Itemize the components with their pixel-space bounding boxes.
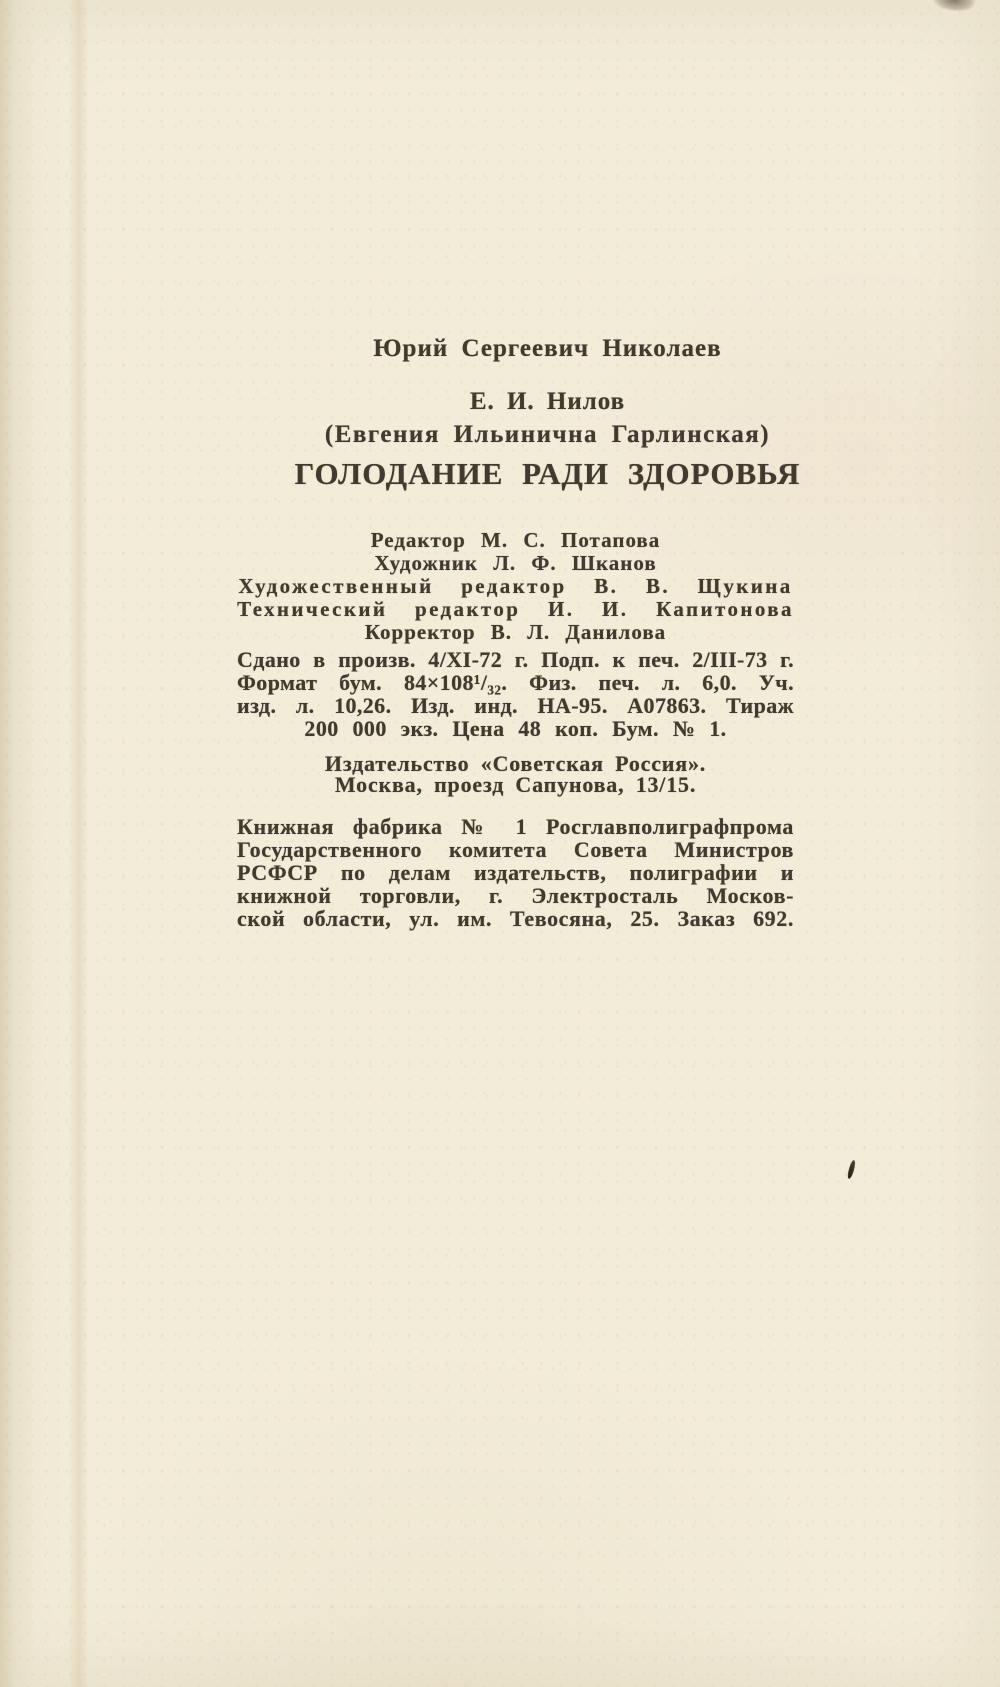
credit-line-art-editor: Художественный редактор В. В. Щукина xyxy=(238,574,793,598)
pen-mark xyxy=(846,1160,856,1180)
printer-block xyxy=(237,815,794,930)
book-title: ГОЛОДАНИЕ РАДИ ЗДОРОВЬЯ xyxy=(294,456,801,491)
imprint-line-price: 200 000 экз. Цена 48 коп. Бум. № 1. xyxy=(304,716,727,741)
printer-line-2: Государственного комитета Совета Министров xyxy=(237,837,794,862)
imprint-line-dates: Сдано в произв. 4/XI-72 г. Подп. к печ. 2/III-73 г. xyxy=(237,647,794,672)
credits-block xyxy=(237,529,794,644)
publisher-block xyxy=(237,753,794,795)
publisher-address: Москва, проезд Сапунова, 13/15. xyxy=(334,772,697,797)
credit-line-artist: Художник Л. Ф. Шканов xyxy=(374,551,657,575)
coauthor-name: Е. И. Нилов xyxy=(469,388,626,415)
coauthor-real-name: (Евгения Ильинична Гарлинская) xyxy=(324,421,771,448)
credit-line-proofreader: Корректор В. Л. Данилова xyxy=(364,620,667,644)
ink-smudge-stain xyxy=(932,0,975,13)
printer-line-3: РСФСР по делам издательств, полиграфии и xyxy=(237,860,794,885)
credit-line-tech-editor: Технический редактор И. И. Капитонова xyxy=(237,597,794,621)
printer-line-5: ской области, ул. им. Тевосяна, 25. Заказ 692. xyxy=(237,906,794,931)
author-name: Юрий Сергеевич Николаев xyxy=(373,335,722,362)
printer-line-1: Книжная фабрика № 1 Росглавполиграфпрома xyxy=(237,814,794,839)
imprint-line-index: изд. л. 10,26. Изд. инд. НА-95. А07863. Тираж xyxy=(237,693,794,718)
credit-line-editor: Редактор М. С. Потапова xyxy=(370,528,661,552)
printer-line-4: книжной торговли, г. Электросталь Москов- xyxy=(237,883,794,908)
publisher-name: Издательство «Советская Россия». xyxy=(324,751,707,776)
imprint-block xyxy=(237,648,794,740)
imprint-line-format: Формат бум. 84×108¹/₃₂. Физ. печ. л. 6,0. Уч. xyxy=(237,670,794,695)
